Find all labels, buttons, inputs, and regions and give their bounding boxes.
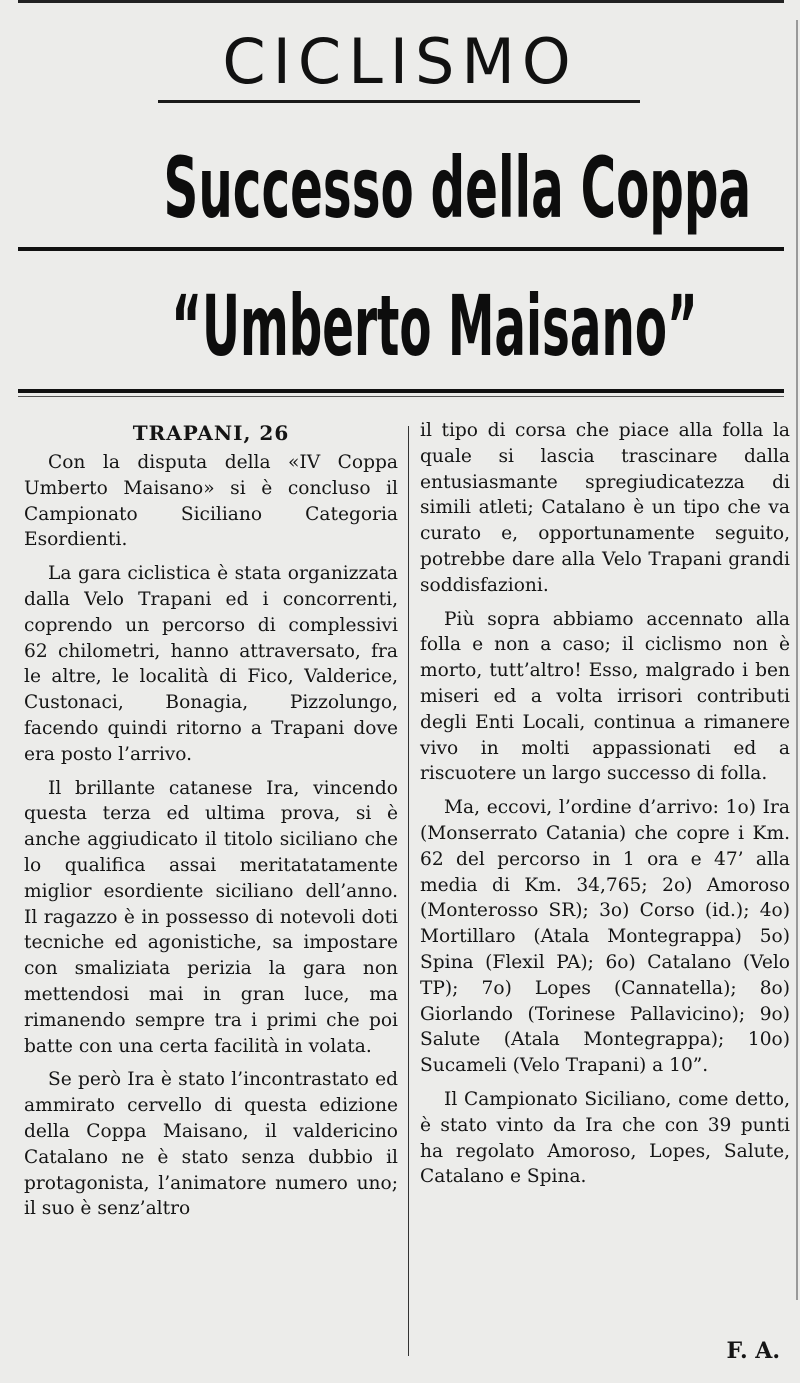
article-column-right <box>420 418 790 1198</box>
article-paragraph: Con la disputa della «IV Coppa Umberto Maisano» si è concluso il Campionato Siciliano Categoria Esordienti. <box>24 452 398 551</box>
section-title-underline <box>158 100 640 103</box>
author-signature: F. A. <box>726 1338 780 1364</box>
headline-rule-2 <box>18 389 784 393</box>
right-edge-rule <box>796 20 798 1300</box>
headline-line-2: “Umberto Maisano” <box>171 278 698 376</box>
article-paragraph: La gara ciclistica è stata organizzata dalla Velo Trapani ed i concorrenti, coprendo un percorso di complessivi 62 chilometri, hanno attraversato, fra le altre, le località di Fico, Valderice, Custonaci, Bonagia, Pizzolungo, facendo quindi ritorno a Trapani dove era posto l’arrivo. <box>24 563 398 765</box>
headline-rule-thin <box>18 396 784 397</box>
article-paragraph: Il brillante catanese Ira, vincendo questa terza ed ultima prova, si è anche aggiudicato il titolo siciliano che lo qualifica assai meritatatamente miglior esordiente siciliano dell’anno. Il ragazzo è in possesso di notevoli doti tecniche ed agonistiche, sa impostare con smaliziata perizia la gara non mettendosi mai in gran luce, ma rimanendo sempre tra i primi che poi batte con una certa facilità in volata. <box>24 777 398 1057</box>
dateline: TRAPANI, 26 <box>132 421 290 445</box>
column-divider <box>408 426 409 1356</box>
article-column-left <box>24 418 398 1230</box>
headline-rule-1 <box>18 247 784 251</box>
section-title: CICLISMO <box>222 25 578 98</box>
article-paragraph: Il Campionato Siciliano, come detto, è stato vinto da Ira che con 39 punti ha regolato Amoroso, Lopes, Salute, Catalano e Spina. <box>420 1088 790 1188</box>
top-border-rule <box>18 0 784 3</box>
article-paragraph: Se però Ira è stato l’incontrastato ed ammirato cervello di questa edizione della Coppa Maisano, il valdericino Catalano ne è stato senza dubbio il protagonista, l’animatore numero uno; il suo è senz’altro <box>24 1069 398 1220</box>
headline-line-1: Successo della Coppa <box>163 140 752 238</box>
article-paragraph: Più sopra abbiamo accennato alla folla e non a caso; il ciclismo non è morto, tutt’altro! Esso, malgrado i ben miseri ed a volta irrisori contributi degli Enti Locali, continua a rimanere vivo in molti appassionati ed a riscuotere un largo successo di folla. <box>420 608 790 785</box>
article-paragraph: il tipo di corsa che piace alla folla la quale si lascia trascinare dalla entusiasmante spregiudicatezza di simili atleti; Catalano è un tipo che va curato e, opportunamente seguito, potrebbe dare alla Velo Trapani grandi soddisfazioni. <box>420 420 790 596</box>
arrival-order-paragraph: Ma, eccovi, l’ordine d’arrivo: 1o) Ira (Monserrato Catania) che copre i Km. 62 del percorso in 1 ora e 47’ alla media di Km. 34,765; 2o) Amoroso (Monterosso SR); 3o) Corso (id.); 4o) Mortillaro (Atala Montegrappa) 5o) Spina (Flexil PA); 6o) Catalano (Velo TP); 7o) Lopes (Cannatella); 8o) Giorlando (Torinese Pallavicino); 9o) Salute (Atala Montegrappa); 10o) Sucameli (Velo Trapani) a 10”. <box>420 797 790 1077</box>
